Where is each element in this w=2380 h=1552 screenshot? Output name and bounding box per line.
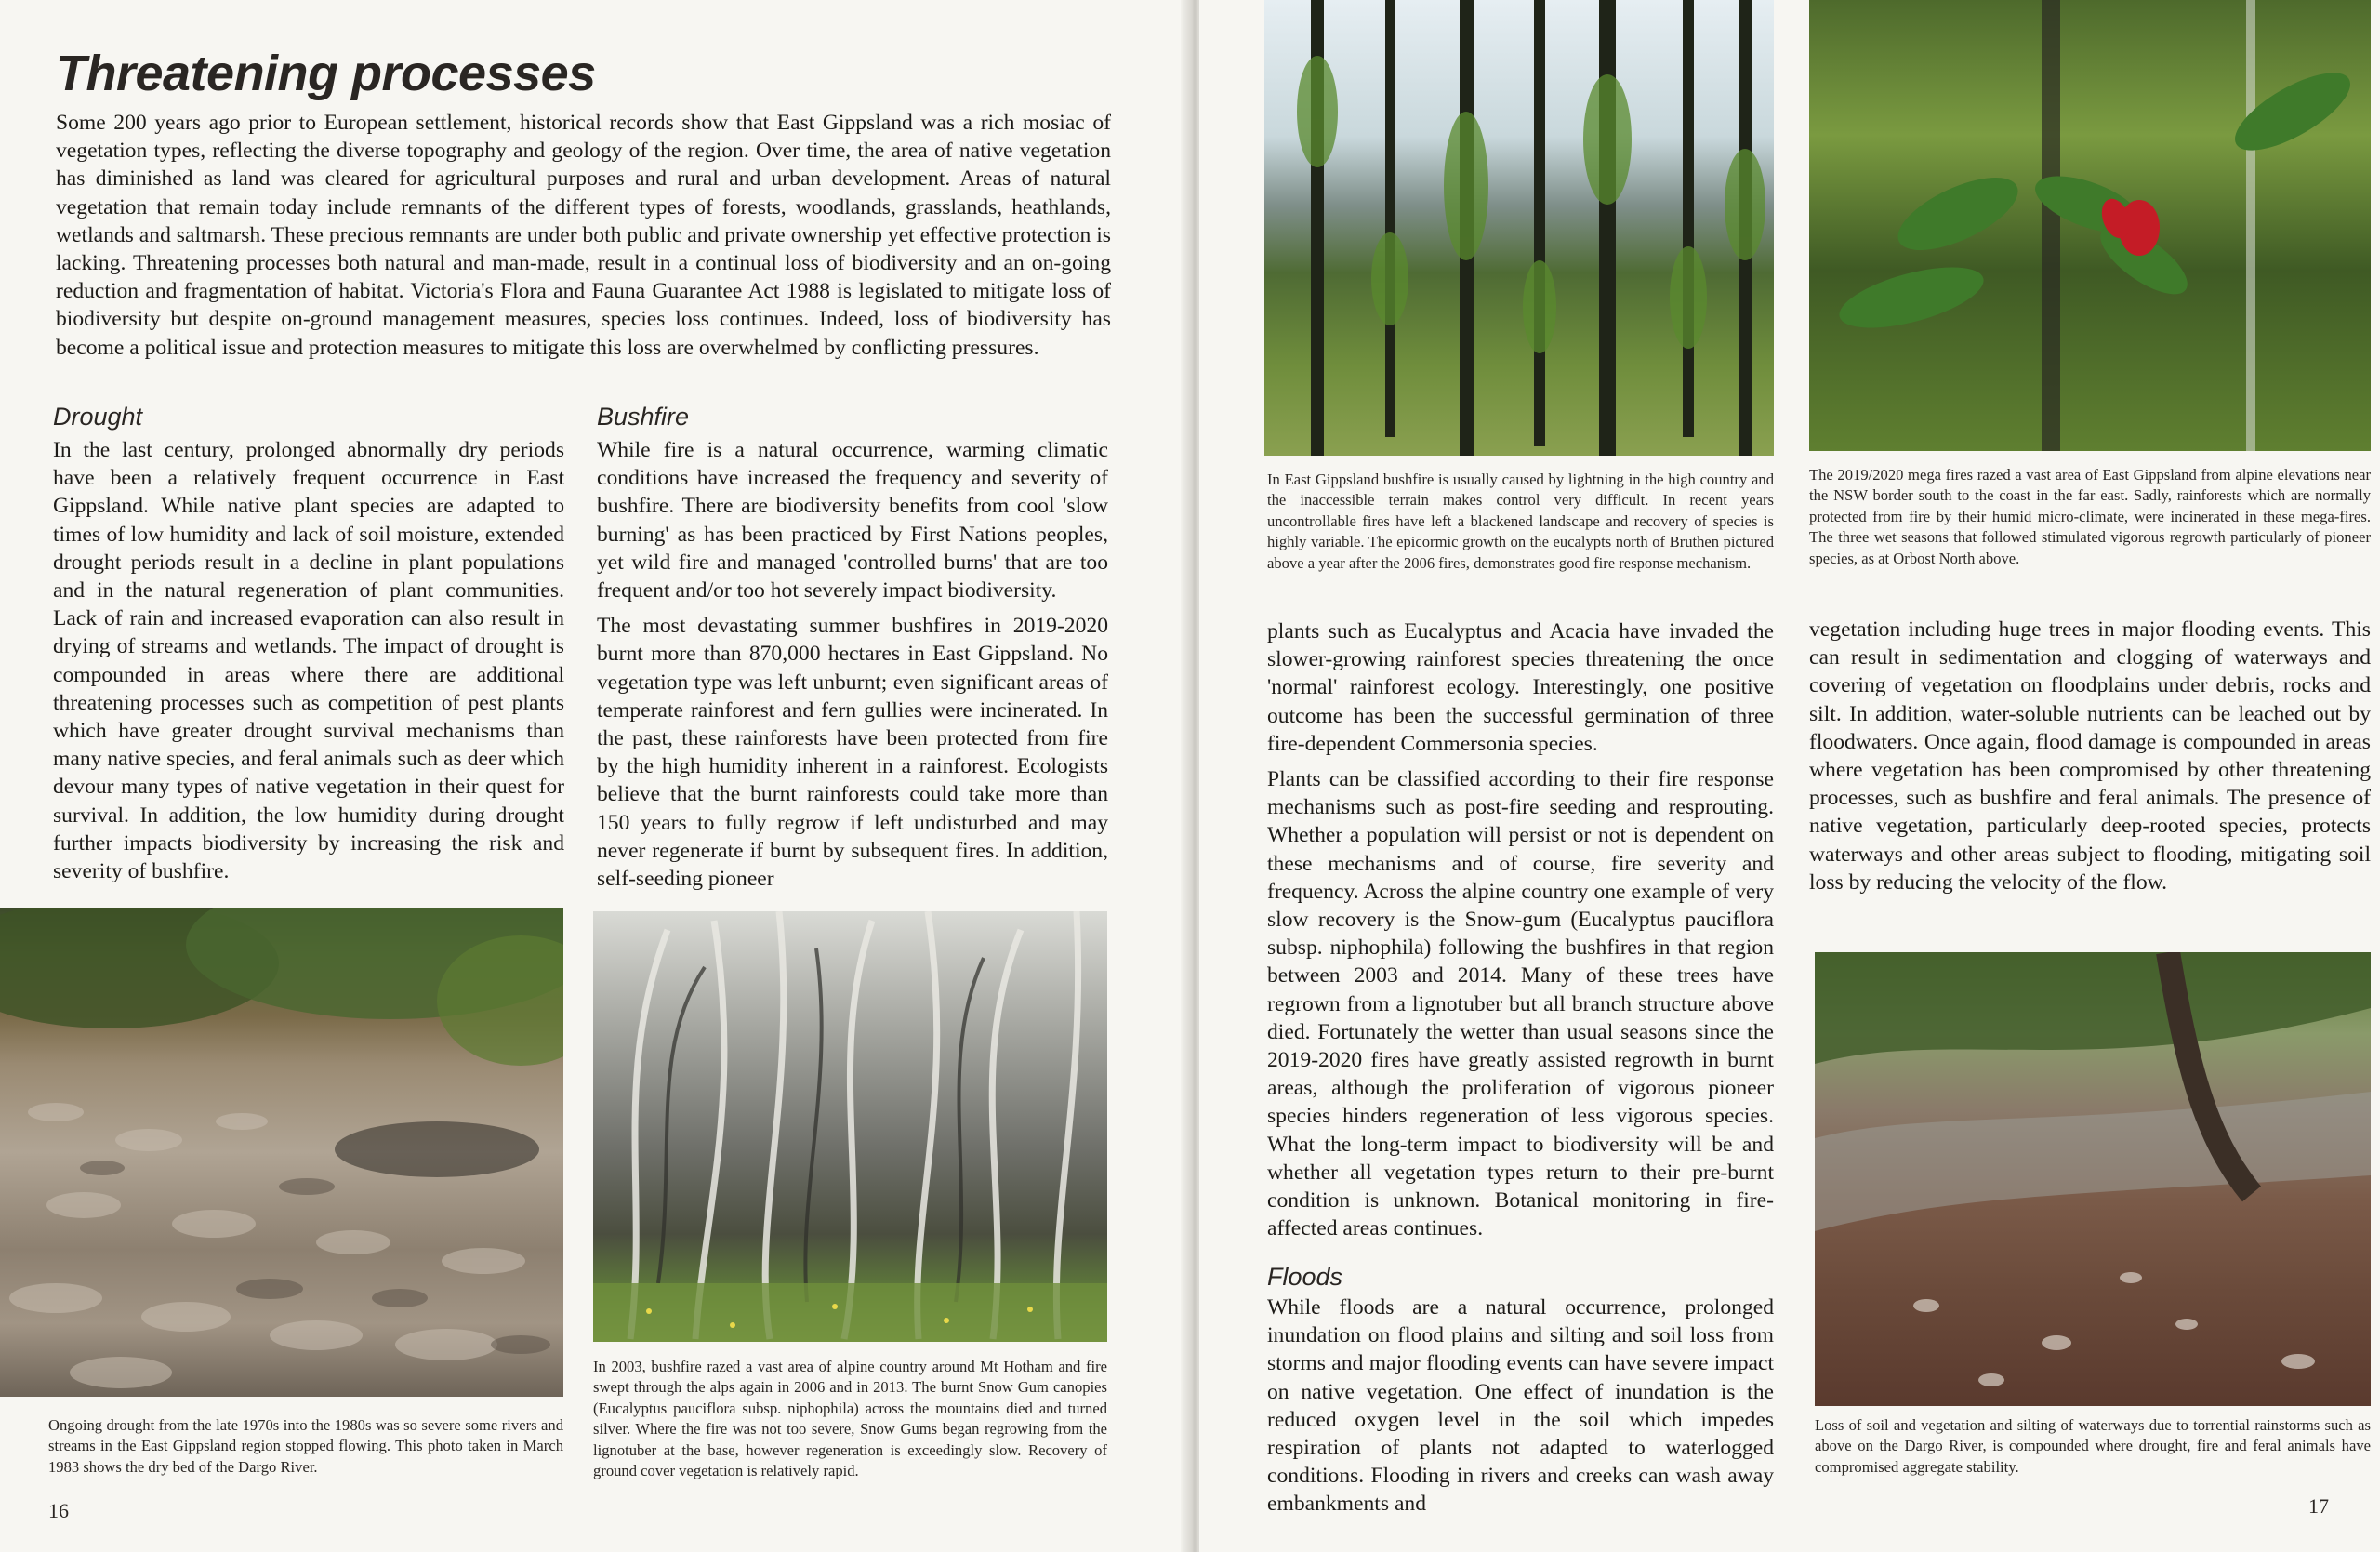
rainforest-photo-caption: The 2019/2020 mega fires razed a vast area of East Gippsland from alpine elevations near the NSW border south to the coast in the far east. Sadly, rainforests which are normally protected from fire by their humid micro-climate, were incinerated in these mega-fires. The three wet seasons that followed stimulated vigorous regrowth particularly of pioneer species, as at Orbost North above. [1809, 466, 2371, 567]
drought-text: In the last century, prolonged abnormally dry periods have been a relatively frequent occurrence in East Gippsland. While native plant species are adapted to times of low humidity and lack of soil moisture, extended drought periods result in a decline in plant populations and in the natural regeneration of plant communities. Lack of rain and increased evaporation can also result in drying of streams and wetlands. The impact of drought is compounded in areas where there are additional threatening processes such as competition of pest plants which have greater drought survival mechanisms than many native species, and feral animals such as deer which devour many types of native vegetation in their quest for survival. In addition, the low humidity during drought further impacts biodiversity by increasing the risk and severity of bushfire. [53, 438, 564, 884]
floods-continued-text: vegetation including huge trees in major flooding events. This can result in sedimentation and clogging of waterways and covering of vegetation on floodplains under debris, rocks and silt. In addition, water-soluble nutrients can be leached out by floodwaters. Once again, flood damage is compounded in areas where vegetation has been compromised by other threatening processes, such as bushfire and feral animals. The presence of native vegetation, particularly deep-rooted species, protects waterways and other areas subject to flooding, mitigating soil loss by reducing the velocity of the flow. [1809, 617, 2371, 895]
riverbank-erosion-illustration [1815, 952, 2371, 1406]
bushfire-heading: Bushfire [597, 403, 690, 431]
floods-text: While floods are a natural occurrence, prolonged inundation on flood plains and silting and soil loss from storms and major flooding events can have severe impact on native vegetation. One effect of inundation is the reduced oxygen level in the soil which impedes respiration of plants not adapted to waterlogged conditions. Flooding in rivers and creeks can wash away embankments and [1267, 1295, 1774, 1517]
floods-continued-body [1809, 616, 2371, 904]
floods-body [1267, 1293, 1774, 1526]
forest-photo-caption: In East Gippsland bushfire is usually caused by lightning in the high country and the inaccessible terrain makes control very difficult. In recent years uncontrollable fires have left a blackened landscape and recovery of species is highly variable. The epicormic growth on the eucalypts north of Bruthen pictured above a year after the 2006 fires, demonstrates good fire response mechanism. [1267, 471, 1774, 572]
bushfire-continued-paragraph-2: Plants can be classified according to their fire response mechanisms such as post-fire seeding and resprouting. Whether a population will persist or not is dependent on these mechanisms and of course, fire severity and frequency. Across the alpine country one example of very slow recovery is the Snow-gum (Eucalyptus pauciflora subsp. niphophila) following the bushfires in that region between 2003 and 2014. Many of these trees have regrown from a lignotuber but all branch structure above died. Fortunately the wetter than usual seasons since the 2019-2020 fires have greatly assisted regrowth in burnt areas, although the proliferation of vigorous pioneer species hinders regeneration of less vigorous species. What the long-term impact to biodiversity will be and whether all vegetation types return to their pre-burnt condition is unknown. Botanical monitoring in fire-affected areas continues. [1267, 767, 1774, 1241]
page-title: Threatening processes [56, 46, 596, 101]
forest-regrowth-photo [1264, 0, 1774, 456]
drought-body [53, 436, 564, 893]
bushfire-paragraph-1: While fire is a natural occurrence, warming climatic conditions have increased the frequency and severity of bushfire. There are biodiversity benefits from cool 'slow burning' as has been practiced by First Nations peoples, yet wild fire and managed 'controlled burns' that are too frequent and/or too hot severely impact biodiversity. [597, 438, 1108, 604]
rainforest-regrowth-photo [1809, 0, 2371, 451]
bushfire-continued-paragraph-1: plants such as Eucalyptus and Acacia have invaded the slower-growing rainforest species threatening the once 'normal' rainforest ecology. Interestingly, one positive outcome has been the successful germination of three fire-dependent Commersonia species. [1267, 619, 1774, 756]
riverbank-erosion-photo [1815, 952, 2371, 1406]
dry-riverbed-illustration [0, 908, 563, 1397]
bushfire-paragraph-2: The most devastating summer bushfires in 2019-2020 burnt more than 870,000 hectares in East Gippsland. No vegetation type was left unburnt; even significant areas of temperate rainforest and fern gullies were incinerated. In the past, these rainforests have been protected from fire by the high humidity inherent in a rainforest. Ecologists believe that the burnt rainforests could take more than 150 years to fully regrow if left undisturbed and may never regenerate if burnt by subsequent fires. In addition, self-seeding pioneer [597, 614, 1108, 892]
bushfire-continued-body [1267, 617, 1774, 1250]
floods-heading: Floods [1267, 1263, 1343, 1291]
drought-heading: Drought [53, 403, 143, 431]
right-page [1199, 0, 2380, 1552]
rainforest-regrowth-illustration [1809, 0, 2371, 451]
page-number-right: 17 [2308, 1494, 2329, 1518]
page-number-left: 16 [48, 1499, 69, 1522]
forest-regrowth-illustration [1264, 0, 1774, 456]
erosion-photo-caption: Loss of soil and vegetation and silting of waterways due to torrential rainstorms such as above on the Dargo River, is compounded where drought, fire and feral animals have compromised aggregate stability. [1815, 1416, 2371, 1476]
dry-riverbed-photo [0, 908, 563, 1397]
snow-gum-photo [593, 911, 1107, 1342]
snow-gum-photo-caption: In 2003, bushfire razed a vast area of alpine country around Mt Hotham and fire swept through the alps again in 2006 and in 2013. The burnt Snow Gum canopies (Eucalyptus pauciflora subsp. niphophila) across the mountains died and turned silver. Where the fire was not too severe, Snow Gums began regrowing from the lignotuber at the base, however regeneration is exceedingly slow. Recovery of ground cover vegetation is relatively rapid. [593, 1358, 1107, 1480]
bushfire-body [597, 436, 1108, 900]
intro-paragraph: Some 200 years ago prior to European settlement, historical records show that East Gippsland was a rich mosiac of vegetation types, reflecting the diverse topography and geology of the region. Over time, the area of native vegetation has diminished as land was cleared for agricultural purposes and rural and urban development. Areas of natural vegetation that remain today include remnants of the different types of forests, woodlands, grasslands, heathlands, wetlands and saltmarsh. These precious remnants are under both public and private ownership yet effective protection is lacking. Threatening processes both natural and man-made, result in a continual loss of biodiversity and an on-going reduction and fragmentation of habitat. Victoria's Flora and Fauna Guarantee Act 1988 is legislated to mitigate loss of biodiversity but despite on-ground management measures, species loss continues. Indeed, loss of biodiversity has become a political issue and protection measures to mitigate this loss are overwhelmed by conflicting pressures. [56, 111, 1111, 360]
snow-gum-illustration [593, 911, 1107, 1342]
drought-photo-caption: Ongoing drought from the late 1970s into the 1980s was so severe some rivers and streams in the East Gippsland region stopped flowing. This photo taken in March 1983 shows the dry bed of the Dargo River. [48, 1416, 563, 1476]
